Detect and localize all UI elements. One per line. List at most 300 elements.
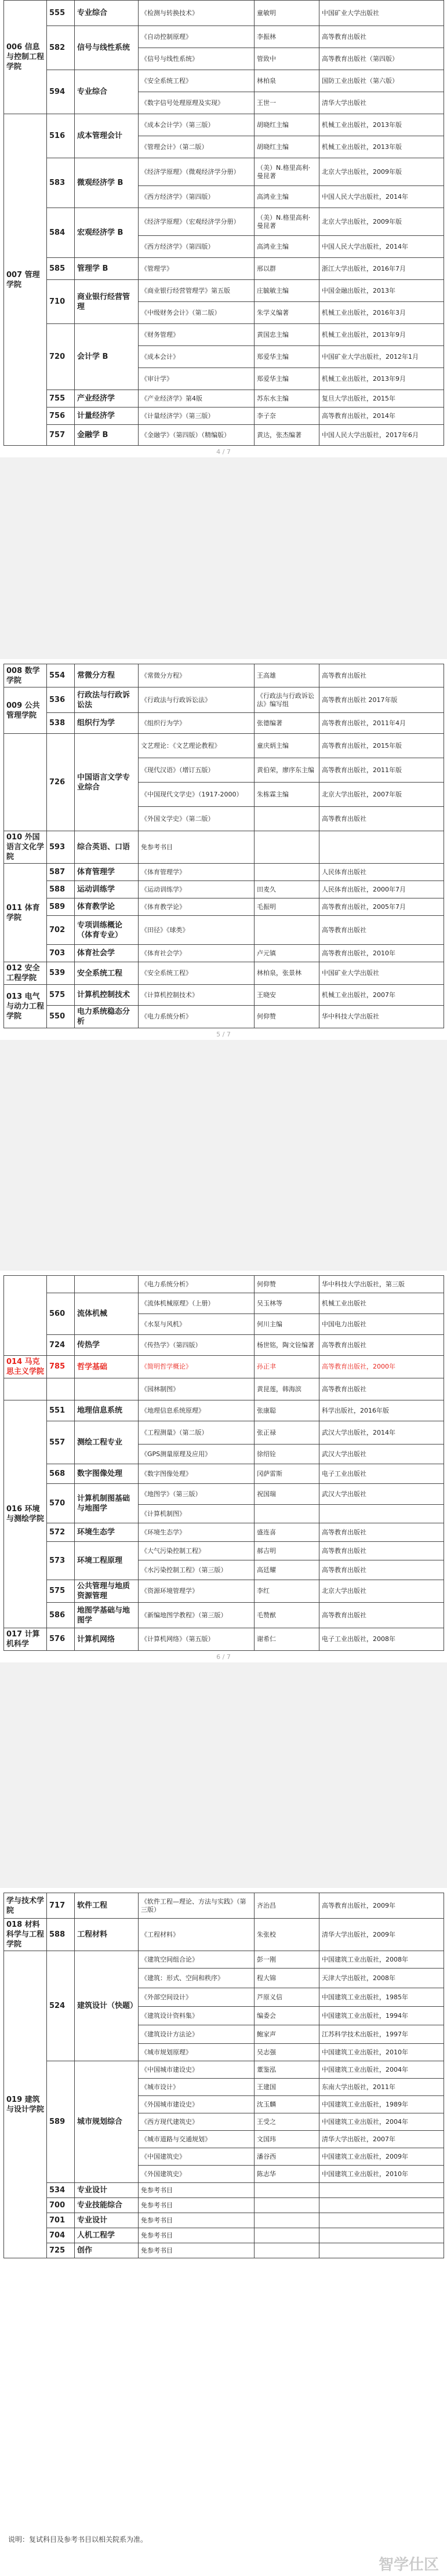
department-cell: 018 材料科学与工程学院 bbox=[4, 1919, 47, 1951]
reference-book: 《审计学》 bbox=[139, 368, 255, 390]
book-author bbox=[255, 2198, 319, 2213]
book-publisher: 高等教育出版社 bbox=[319, 1542, 444, 1560]
reference-book: 免参考书目 bbox=[139, 2183, 255, 2198]
book-publisher: 高等教育出版社，2009年 bbox=[319, 1893, 444, 1919]
book-publisher: 中国建筑工业出版社，2008年 bbox=[319, 1951, 444, 1969]
reference-book: 《行政法与行政诉讼法》 bbox=[139, 687, 255, 713]
book-author: 童敏明 bbox=[255, 1, 319, 26]
department-cell bbox=[4, 1378, 47, 1400]
subject-name: 产业经济学 bbox=[75, 390, 139, 407]
book-publisher: 高等教育出版社 bbox=[319, 916, 444, 945]
book-author: 沈玉麟 bbox=[255, 2096, 319, 2113]
reference-book: 《电力系统分析》 bbox=[139, 1006, 255, 1028]
book-author: 胡晓红主编 bbox=[255, 136, 319, 158]
subject-name: 传热学 bbox=[75, 1335, 139, 1356]
table-row bbox=[4, 2213, 444, 2228]
subject-code: 755 bbox=[47, 390, 75, 407]
book-publisher: 武汉大学出版社 bbox=[319, 1445, 444, 1464]
book-publisher bbox=[319, 2228, 444, 2243]
book-author: 朱栋霖主编 bbox=[255, 783, 319, 807]
reference-book: 《数字图像处理》 bbox=[139, 1464, 255, 1484]
reference-book: 免参考书目 bbox=[139, 2243, 255, 2258]
subject-code bbox=[47, 1378, 75, 1400]
book-publisher: 人民体育出版社，2000年7月 bbox=[319, 881, 444, 898]
book-author: 文国玮 bbox=[255, 2131, 319, 2148]
book-author: 高鸿业主编 bbox=[255, 236, 319, 258]
reference-book: 《外部空间设计》 bbox=[139, 1988, 255, 2007]
book-publisher: 机械工业出版社，2013年版 bbox=[319, 136, 444, 158]
reference-book: 《安全系统工程》 bbox=[139, 962, 255, 985]
book-author: 邢以群 bbox=[255, 258, 319, 280]
subject-name: 专项训练概论（体育专业） bbox=[75, 916, 139, 945]
page-3 bbox=[3, 1275, 444, 1651]
book-publisher: 中国电力出版社 bbox=[319, 1314, 444, 1335]
reference-book: 《西方经济学》（第四版） bbox=[139, 236, 255, 258]
subject-code: 554 bbox=[47, 664, 75, 687]
book-publisher: 国防工业出版社（第六版） bbox=[319, 70, 444, 92]
reference-book: 《金融学》（第四版）（精编版） bbox=[139, 425, 255, 446]
reference-book: 《自动控制原理》 bbox=[139, 26, 255, 48]
reference-book: 《运动训练学》 bbox=[139, 881, 255, 898]
department-cell: 007 管理学院 bbox=[4, 114, 47, 446]
reference-table bbox=[3, 1275, 444, 1651]
reference-book: 《财务管理》 bbox=[139, 324, 255, 346]
book-publisher: 中国人民大学出版社，2014年 bbox=[319, 236, 444, 258]
book-author bbox=[255, 2228, 319, 2243]
subject-name: 管理学 B bbox=[75, 258, 139, 280]
page-gap bbox=[0, 1040, 447, 1271]
reference-book: 《管理学》 bbox=[139, 258, 255, 280]
reference-book: 《经济学原理》（宏观经济学分册） bbox=[139, 208, 255, 236]
reference-book: 免参考书目 bbox=[139, 2228, 255, 2243]
book-author: 张康聪 bbox=[255, 1400, 319, 1421]
subject-name: 电力系统稳态分析 bbox=[75, 1006, 139, 1028]
reference-book: 《水污染控制工程》（第三版） bbox=[139, 1560, 255, 1580]
subject-code: 589 bbox=[47, 898, 75, 916]
book-author bbox=[255, 2183, 319, 2198]
reference-book: 《中国现代文学史》（1917-2000） bbox=[139, 783, 255, 807]
subject-code: 573 bbox=[47, 1542, 75, 1580]
reference-book: 《商业银行经营管理学》第五版 bbox=[139, 280, 255, 302]
book-publisher: 高等教育出版社，2014年 bbox=[319, 407, 444, 425]
book-author: 黄国忠主编 bbox=[255, 324, 319, 346]
book-publisher: 高等教育出版社 bbox=[319, 1603, 444, 1628]
subject-code: 587 bbox=[47, 864, 75, 881]
subject-code: 585 bbox=[47, 258, 75, 280]
book-publisher: 高等教育出版社，2011年版 bbox=[319, 758, 444, 783]
book-author: 吴玉林等 bbox=[255, 1293, 319, 1314]
subject-name: 地理信息系统 bbox=[75, 1400, 139, 1421]
book-publisher: 机械工业出版社，2016年3月 bbox=[319, 302, 444, 324]
reference-book: 《工程材料》 bbox=[139, 1919, 255, 1951]
subject-code: 572 bbox=[47, 1523, 75, 1542]
reference-book: 《经济学原理》（微观经济学分册） bbox=[139, 158, 255, 186]
book-publisher bbox=[319, 1505, 444, 1523]
table-row bbox=[4, 1400, 444, 1421]
table-row bbox=[4, 687, 444, 713]
subject-code: 724 bbox=[47, 1335, 75, 1356]
book-author: 郝吉明 bbox=[255, 1542, 319, 1560]
subject-name: 安全系统工程 bbox=[75, 962, 139, 985]
book-publisher: 中国人民大学出版社，2017年6月 bbox=[319, 425, 444, 446]
subject-name: 微观经济学 B bbox=[75, 158, 139, 208]
book-author: 林柏泉 bbox=[255, 70, 319, 92]
reference-book: 《中国建筑史》 bbox=[139, 2148, 255, 2166]
book-publisher: 北京大学出版社 bbox=[319, 1580, 444, 1603]
book-author: 何仰赞 bbox=[255, 1006, 319, 1028]
book-publisher: 机械工业出版社 bbox=[319, 1293, 444, 1314]
book-author: 祝国瑞 bbox=[255, 1484, 319, 1505]
subject-code: 717 bbox=[47, 1893, 75, 1919]
book-publisher: 高等教育出版社，2010年 bbox=[319, 945, 444, 962]
subject-name: 专业技能综合 bbox=[75, 2198, 139, 2213]
subject-name: 计算机控制技术 bbox=[75, 985, 139, 1006]
reference-book: 《计算机控制技术》 bbox=[139, 985, 255, 1006]
table-row bbox=[4, 1919, 444, 1951]
reference-book: 《城市设计》 bbox=[139, 2079, 255, 2096]
book-author: 郑爱华主编 bbox=[255, 346, 319, 368]
book-author: 程大锦 bbox=[255, 1969, 319, 1988]
subject-name: 工程材料 bbox=[75, 1919, 139, 1951]
reference-book: 《体育社会学》 bbox=[139, 945, 255, 962]
subject-code: 557 bbox=[47, 1421, 75, 1464]
book-author: 高廷耀 bbox=[255, 1560, 319, 1580]
reference-book: 《中国城市建设史》 bbox=[139, 2061, 255, 2079]
table-row bbox=[4, 1378, 444, 1400]
table-row bbox=[4, 1542, 444, 1560]
book-author bbox=[255, 864, 319, 881]
reference-book: 《安全系统工程》 bbox=[139, 70, 255, 92]
subject-name: 创作 bbox=[75, 2243, 139, 2258]
book-publisher: 高等教育出版社 bbox=[319, 1378, 444, 1400]
department-cell: 011 体育学院 bbox=[4, 864, 47, 962]
subject-name bbox=[75, 1276, 139, 1293]
reference-book: 《西方经济学》（第四版） bbox=[139, 186, 255, 208]
book-author: 徐绍铨 bbox=[255, 1445, 319, 1464]
subject-name: 环境工程原理 bbox=[75, 1542, 139, 1580]
subject-code: 756 bbox=[47, 407, 75, 425]
table-row bbox=[4, 985, 444, 1006]
department-cell: 008 数学学院 bbox=[4, 664, 47, 687]
book-author: 李子奈 bbox=[255, 407, 319, 425]
book-publisher: 高等教育出版社，2000年 bbox=[319, 1356, 444, 1378]
table-row bbox=[4, 208, 444, 236]
subject-code: 703 bbox=[47, 945, 75, 962]
book-publisher: 中国建筑工业出版社，2004年 bbox=[319, 2061, 444, 2079]
book-publisher: 武汉大学出版社 bbox=[319, 1484, 444, 1505]
table-row bbox=[4, 1580, 444, 1603]
subject-code: 586 bbox=[47, 1603, 75, 1628]
reference-book: 《成本会计学》（第三版） bbox=[139, 114, 255, 136]
reference-book: 《计算机网络》（第五版） bbox=[139, 1628, 255, 1651]
book-publisher: 复旦大学出版社，2015年 bbox=[319, 390, 444, 407]
subject-code: 583 bbox=[47, 158, 75, 208]
subject-code: 534 bbox=[47, 2183, 75, 2198]
reference-book: 《城市规划原理》 bbox=[139, 2044, 255, 2061]
table-row bbox=[4, 390, 444, 407]
table-row bbox=[4, 881, 444, 898]
subject-code: 570 bbox=[47, 1484, 75, 1523]
reference-book: 《西方现代建筑史》 bbox=[139, 2113, 255, 2131]
reference-table bbox=[3, 1893, 444, 2258]
book-publisher: 机械工业出版社，2013年9月 bbox=[319, 368, 444, 390]
book-author: 李振林 bbox=[255, 26, 319, 48]
book-publisher: 机械工业出版社，2007年 bbox=[319, 985, 444, 1006]
reference-book: 《田径》《球类》 bbox=[139, 916, 255, 945]
subject-code: 516 bbox=[47, 114, 75, 158]
book-publisher bbox=[319, 2213, 444, 2228]
book-author: 何川主编 bbox=[255, 1314, 319, 1335]
department-cell: 016 环境与测绘学院 bbox=[4, 1400, 47, 1628]
table-row bbox=[4, 664, 444, 687]
subject-name bbox=[75, 1378, 139, 1400]
book-publisher: 清华大学出版社，2007年 bbox=[319, 2131, 444, 2148]
book-publisher: 北京大学出版社，2009年版 bbox=[319, 208, 444, 236]
subject-name: 信号与线性系统 bbox=[75, 26, 139, 70]
table-row bbox=[4, 1356, 444, 1378]
book-author: 苏东水主编 bbox=[255, 390, 319, 407]
page-4 bbox=[3, 1893, 444, 2258]
table-row bbox=[4, 1421, 444, 1445]
book-publisher: 高等教育出版社，2015年版 bbox=[319, 734, 444, 758]
subject-code: 589 bbox=[47, 2061, 75, 2183]
subject-code: 575 bbox=[47, 985, 75, 1006]
department-cell: 006 信息与控制工程学院 bbox=[4, 1, 47, 114]
book-publisher: 中国矿业大学出版社，2012年1月 bbox=[319, 346, 444, 368]
book-publisher: 华中科技大学出版社 bbox=[319, 1006, 444, 1028]
subject-code: 701 bbox=[47, 2213, 75, 2228]
subject-name: 成本管理会计 bbox=[75, 114, 139, 158]
subject-name: 体育教学论 bbox=[75, 898, 139, 916]
book-author: 王世一 bbox=[255, 92, 319, 114]
book-publisher: 高等教育出版社 bbox=[319, 26, 444, 48]
reference-book: 《建筑设计方法论》 bbox=[139, 2025, 255, 2044]
book-author: 胡晓红主编 bbox=[255, 114, 319, 136]
subject-code: 710 bbox=[47, 280, 75, 324]
subject-code: 576 bbox=[47, 1628, 75, 1651]
table-row bbox=[4, 1, 444, 26]
book-author: 郑爱华主编 bbox=[255, 368, 319, 390]
table-row bbox=[4, 114, 444, 136]
subject-name: 会计学 B bbox=[75, 324, 139, 390]
subject-name: 中国语言文学专业综合 bbox=[75, 734, 139, 831]
subject-code: 568 bbox=[47, 1464, 75, 1484]
reference-book: 文艺理论：《文艺理论教程》 bbox=[139, 734, 255, 758]
book-publisher: 中国人民大学出版社，2014年 bbox=[319, 186, 444, 208]
department-cell: 017 计算机科学 bbox=[4, 1628, 47, 1651]
book-publisher: 高等教育出版社 2017年版 bbox=[319, 687, 444, 713]
subject-name: 金融学 B bbox=[75, 425, 139, 446]
book-author: 彭一刚 bbox=[255, 1951, 319, 1969]
subject-name: 流体机械 bbox=[75, 1293, 139, 1335]
book-publisher: 高等教育出版社 bbox=[319, 1560, 444, 1580]
book-author bbox=[255, 916, 319, 945]
book-publisher: 电子工业出版社 bbox=[319, 1464, 444, 1484]
subject-code: 560 bbox=[47, 1293, 75, 1335]
book-author: 毛赞猷 bbox=[255, 1603, 319, 1628]
book-author: 卢元镇 bbox=[255, 945, 319, 962]
book-publisher: 江苏科学技术出版社，1997年 bbox=[319, 2025, 444, 2044]
reference-book: 《简明哲学概论》 bbox=[139, 1356, 255, 1378]
reference-book: 《GPS测量原理及应用》 bbox=[139, 1445, 255, 1464]
subject-code bbox=[47, 1276, 75, 1293]
subject-code: 588 bbox=[47, 881, 75, 898]
reference-book: 《软件工程—理论、方法与实践》（第三版） bbox=[139, 1893, 255, 1919]
book-publisher bbox=[319, 831, 444, 864]
subject-name: 数字图像处理 bbox=[75, 1464, 139, 1484]
table-row bbox=[4, 1628, 444, 1651]
subject-code: 575 bbox=[47, 1580, 75, 1603]
book-author: 王晓安 bbox=[255, 985, 319, 1006]
reference-book: 《外国文学史》（第二版） bbox=[139, 807, 255, 831]
reference-book: 《环境生态学》 bbox=[139, 1523, 255, 1542]
book-author: 董鉴泓 bbox=[255, 2061, 319, 2079]
subject-name: 地图学基础与地图学 bbox=[75, 1603, 139, 1628]
reference-book: 《计量经济学》（第三版） bbox=[139, 407, 255, 425]
subject-code: 550 bbox=[47, 1006, 75, 1028]
book-publisher: 中国建筑工业出版社，2010年 bbox=[319, 2044, 444, 2061]
book-publisher: 天津大学出版社，2008年 bbox=[319, 1969, 444, 1988]
table-row bbox=[4, 2228, 444, 2243]
reference-book: 《水泵与风机》 bbox=[139, 1314, 255, 1335]
reference-book: 免参考书目 bbox=[139, 2213, 255, 2228]
subject-code: 700 bbox=[47, 2198, 75, 2213]
subject-code: 593 bbox=[47, 831, 75, 864]
table-row bbox=[4, 1293, 444, 1314]
table-row bbox=[4, 945, 444, 962]
book-author: 林柏泉，张景林 bbox=[255, 962, 319, 985]
subject-code: 538 bbox=[47, 713, 75, 734]
book-author: 管致中 bbox=[255, 48, 319, 70]
reference-book: 《建筑：形式、空间和秩序》 bbox=[139, 1969, 255, 1988]
table-row bbox=[4, 916, 444, 945]
table-row bbox=[4, 1951, 444, 1969]
table-row bbox=[4, 1603, 444, 1628]
reference-book: 《流体机械原理》（上册） bbox=[139, 1293, 255, 1314]
table-row bbox=[4, 425, 444, 446]
subject-name: 测绘工程专业 bbox=[75, 1421, 139, 1464]
book-author: 鲍家声 bbox=[255, 2025, 319, 2044]
reference-book: 《新编地图学教程》（第三版） bbox=[139, 1603, 255, 1628]
table-row bbox=[4, 280, 444, 302]
book-author: 童庆炳主编 bbox=[255, 734, 319, 758]
book-publisher: 中国建筑工业出版社，2009年 bbox=[319, 2148, 444, 2166]
subject-name: 建筑设计（快题） bbox=[75, 1951, 139, 2061]
reference-book: 《传热学》（第四版） bbox=[139, 1335, 255, 1356]
book-publisher: 中国矿业大学出版社 bbox=[319, 1, 444, 26]
reference-book: 《地理信息系统原理》 bbox=[139, 1400, 255, 1421]
book-author: 王建国 bbox=[255, 2079, 319, 2096]
table-row bbox=[4, 2243, 444, 2258]
reference-book: 免参考书目 bbox=[139, 831, 255, 864]
book-publisher: 机械工业出版社，2013年9月 bbox=[319, 324, 444, 346]
reference-book: 《大气污染控制工程》 bbox=[139, 1542, 255, 1560]
book-author: 朱学义编著 bbox=[255, 302, 319, 324]
page-number: 6 / 7 bbox=[216, 1653, 231, 1661]
subject-name: 哲学基础 bbox=[75, 1356, 139, 1378]
subject-code: 725 bbox=[47, 2243, 75, 2258]
department-cell: 019 建筑与设计学院 bbox=[4, 1951, 47, 2258]
book-author: 李红 bbox=[255, 1580, 319, 1603]
department-cell bbox=[4, 734, 47, 831]
table-row bbox=[4, 898, 444, 916]
table-row bbox=[4, 713, 444, 734]
table-row bbox=[4, 1335, 444, 1356]
book-publisher: 武汉大学出版社，2014年 bbox=[319, 1421, 444, 1445]
subject-name: 综合英语、口语 bbox=[75, 831, 139, 864]
department-cell bbox=[4, 1276, 47, 1356]
book-publisher: 中国矿业大学出版社 bbox=[319, 962, 444, 985]
subject-name: 专业综合 bbox=[75, 70, 139, 114]
reference-book: 《成本会计》 bbox=[139, 346, 255, 368]
subject-code: 594 bbox=[47, 70, 75, 114]
reference-book: 《电力系统分析》 bbox=[139, 1276, 255, 1293]
subject-name: 常微分方程 bbox=[75, 664, 139, 687]
book-publisher: 清华大学出版社 bbox=[319, 92, 444, 114]
table-row bbox=[4, 26, 444, 48]
reference-book: 《园林制图》 bbox=[139, 1378, 255, 1400]
book-author: 黄达，张杰编著 bbox=[255, 425, 319, 446]
department-cell: 009 公共管理学院 bbox=[4, 687, 47, 734]
book-author: 黄昆莲，韩海滨 bbox=[255, 1378, 319, 1400]
book-author: 孙正聿 bbox=[255, 1356, 319, 1378]
page-number: 4 / 7 bbox=[216, 448, 231, 456]
book-author: 王受之 bbox=[255, 2113, 319, 2131]
book-publisher: 机械工业出版社，2013年版 bbox=[319, 114, 444, 136]
book-author: 毛振明 bbox=[255, 898, 319, 916]
subject-name: 行政法与行政诉讼法 bbox=[75, 687, 139, 713]
reference-book: 《计算机制图》 bbox=[139, 1505, 255, 1523]
table-row bbox=[4, 1464, 444, 1484]
book-publisher: 中国建筑工业出版社，1994年 bbox=[319, 2007, 444, 2025]
page-gap bbox=[0, 457, 447, 659]
department-cell: 010 外国语言文化学院 bbox=[4, 831, 47, 864]
book-publisher: 电子工业出版社，2008年 bbox=[319, 1628, 444, 1651]
book-author: 芦原义信 bbox=[255, 1988, 319, 2007]
reference-book: 《数字信号处理原理及实现》 bbox=[139, 92, 255, 114]
book-author: 杨世铭，陶文铨编著 bbox=[255, 1335, 319, 1356]
subject-code: 539 bbox=[47, 962, 75, 985]
book-author bbox=[255, 2243, 319, 2258]
subject-name: 人机工程学 bbox=[75, 2228, 139, 2243]
page-gap bbox=[0, 1662, 447, 1888]
book-author bbox=[255, 1505, 319, 1523]
subject-name: 体育社会学 bbox=[75, 945, 139, 962]
book-publisher: 高等教育出版社 bbox=[319, 1335, 444, 1356]
book-author: 《行政法与行政诉讼法》编写组 bbox=[255, 687, 319, 713]
reference-book: 《资源环境管理学》 bbox=[139, 1580, 255, 1603]
page-number: 5 / 7 bbox=[216, 1031, 231, 1038]
table-row bbox=[4, 864, 444, 881]
book-author: 高鸿业主编 bbox=[255, 186, 319, 208]
book-author: 何仰赞 bbox=[255, 1276, 319, 1293]
department-cell: 学与技术学院 bbox=[4, 1893, 47, 1919]
subject-name: 环境生态学 bbox=[75, 1523, 139, 1542]
reference-book: 《地图学》（第三版） bbox=[139, 1484, 255, 1505]
table-row bbox=[4, 831, 444, 864]
book-author: 齐治昌 bbox=[255, 1893, 319, 1919]
reference-book: 《管理会计》（第二版） bbox=[139, 136, 255, 158]
book-publisher: 高等教育出版社 bbox=[319, 1523, 444, 1542]
book-publisher bbox=[319, 2243, 444, 2258]
book-author: 庄毓敏主编 bbox=[255, 280, 319, 302]
book-publisher: 高等教育出版社 bbox=[319, 807, 444, 831]
subject-code: 582 bbox=[47, 26, 75, 70]
table-row bbox=[4, 962, 444, 985]
book-publisher: 东南大学出版社，2011年 bbox=[319, 2079, 444, 2096]
subject-code: 584 bbox=[47, 208, 75, 258]
book-author: （美）N.格里高利·曼昆著 bbox=[255, 158, 319, 186]
